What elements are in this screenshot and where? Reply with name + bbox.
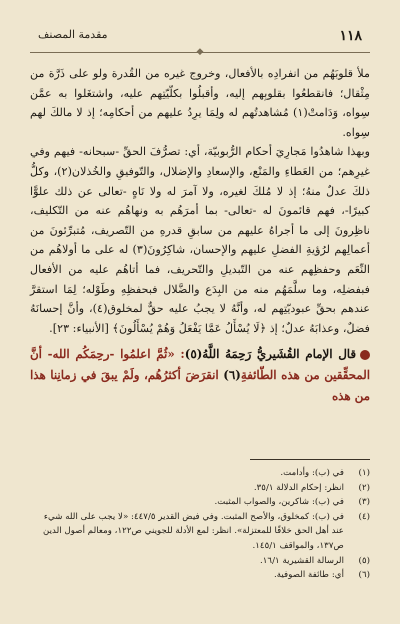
chapter-title: مقدمة المصنف	[38, 28, 108, 41]
footnote-number: (٥)	[358, 555, 370, 566]
quote-text: : «ثُمَّ اعلمُوا -رحِمَكُم الله- أنَّ المحقِّقين من هذه الطّائفةِ	[30, 347, 370, 383]
footnote-number: (٢)	[358, 482, 370, 493]
quote-footnote-ref: (٥)	[184, 347, 203, 362]
footnote-text: في (ب): كمخلوق، والأصح المثبت. وفي فيض القدير ٤٤٧/٥: «لا يجب على الله شيء عند أهل الحق خلافًا للمعتزلة». انظر: لمع الأدلة للجويني ص١٢٢، ومعالم أصول الدين ص١٣٧، والمواقف ١٤٥/١.	[43, 511, 344, 551]
quote-text-continued: انقرَضَ أكثرُهُم، ولَمْ يبقَ في زمانِنا هذا من هذه	[30, 368, 370, 404]
quote-footnote-ref-2: (٦)	[223, 368, 241, 383]
ornament-icon: ◆	[196, 47, 204, 57]
quote-honorific: رَحِمَهُ اللَّهُ	[202, 347, 252, 362]
main-text	[30, 64, 370, 407]
footnotes	[30, 466, 370, 583]
footnote-number: (٦)	[358, 570, 370, 581]
footnote-item	[30, 481, 370, 496]
footnote-number: (٤)	[358, 511, 370, 522]
quote-paragraph	[30, 344, 370, 407]
quote-lead: قال الإمام القُشَيريُّ	[256, 347, 356, 362]
bullet-icon	[360, 350, 370, 360]
footnote-item	[30, 510, 370, 554]
footnote-text: الرسالة القشيرية ١٦/١.	[259, 555, 344, 566]
paragraph-2: وبهذا شاهدُوا مَجارِيَ أحكام الرُّبوبيّة، أي: تصرُّفَ الحقِّ -سبحانه- فيهم وفي غيرِهم؛ من العَطاءِ والمَنْع، والإسعادِ والإضلال، والتّوفيقِ والخُذلان(٢)، وكلُّ ذلكَ عدلٌ منهُ؛ إذ لا مُلكَ لغيره، ولا آمرَ له ولا نَاهٍ -تعالى عن ذلك علوًّا كبيرًا-، فهم قائمونَ له -تعالى- بما أمرَهُم به ونهاهُم عنه من التّكليف، ناظِرونَ إلى ما أجراهُ عليهم من سابقِ قدرهِ من التّصريف، مُتبرِّئونَ من أعمالِهم لرُؤيةِ الفضلِ عليهم والإحسان، شاكِرُونَ(٣) له على ما أولاهُم من النِّعَم وحفظِهم عنه من التّبديلِ والتّحريف، فما أتاهُم عليه من الأفعال فبفضلِه، وما سلَّمَهُم منه من البِدَع والضَّلال فبحفظِهِ وطَوْله؛ لِمَا استقرَّ عندهم بحقِّ عبوديّتِهم له، وأنَّهُ لا يجبُ عليه حقٌّ لمخلوق(٤)، وأنَّ إحسانَهُ فضلٌ، وعذابَهُ عدلٌ؛ إذ ﴿لَا يُسْأَلُ عَمَّا يَفْعَلُ وَهُمْ يُسْأَلُونَ﴾ [الأنبياء: ٢٣].	[30, 145, 371, 335]
footnote-number: (١)	[358, 468, 370, 478]
paragraph-1: ملأ قلوبَهُم من انفرادِه بالأفعال، وخروج غيره من القُدرة ولو على ذَرَّة من مِثْقال؛ فانقطعُوا بقلوبِهم إليه، وأقبلُوا بكلّيّتِهم عليه، واشتغَلوا به عمَّن سِواه، وَدَامتْ(١) مُشاهدتُهم له ولِمَا يرِدُ عليهم من أحكامِه؛ إذ لا مالكَ لهم سِواه.	[30, 67, 370, 139]
page-number: ١١٨	[339, 28, 362, 44]
footnote-text: في (ب): شاكرين، والصواب المثبت.	[214, 497, 344, 508]
footnote-divider	[250, 459, 370, 460]
footnote-number: (٣)	[358, 497, 370, 508]
footnote-item	[30, 568, 370, 583]
footnote-item	[30, 554, 370, 569]
footnote-text: انظر: إحكام الدلالة ٣٥/١.	[253, 482, 344, 493]
footnote-item	[30, 466, 370, 481]
footnote-item	[30, 495, 370, 510]
footnote-text: في (ب): وأدامت.	[280, 468, 344, 478]
footnote-text: أي: طائفة الصوفية.	[274, 570, 344, 581]
